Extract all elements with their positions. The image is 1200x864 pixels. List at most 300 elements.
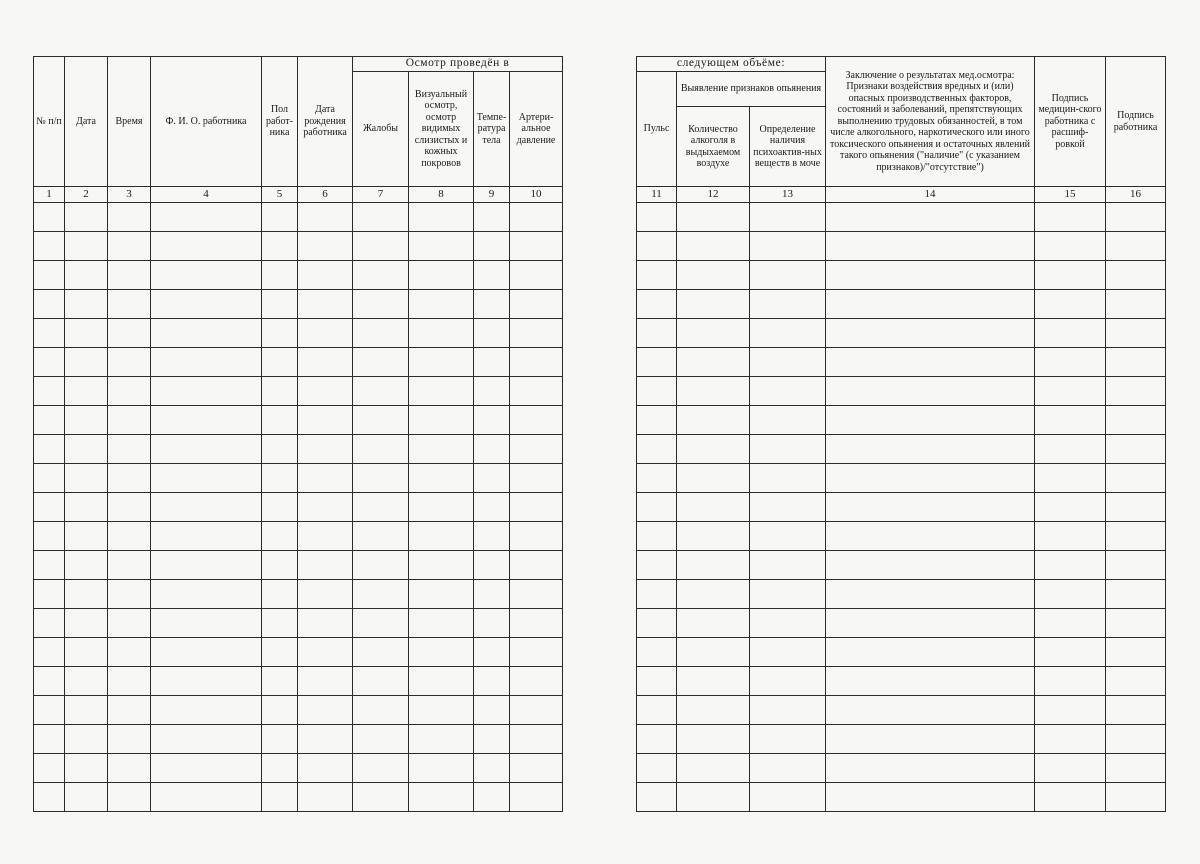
table-cell[interactable] xyxy=(677,261,750,290)
table-cell[interactable] xyxy=(151,696,262,725)
table-cell[interactable] xyxy=(298,783,353,812)
table-cell[interactable] xyxy=(510,232,563,261)
table-cell[interactable] xyxy=(65,667,108,696)
table-cell[interactable] xyxy=(510,783,563,812)
table-cell[interactable] xyxy=(474,232,510,261)
table-cell[interactable] xyxy=(677,725,750,754)
table-cell[interactable] xyxy=(750,406,826,435)
table-cell[interactable] xyxy=(262,638,298,667)
table-cell[interactable] xyxy=(826,348,1035,377)
table-cell[interactable] xyxy=(826,493,1035,522)
table-cell[interactable] xyxy=(108,290,151,319)
table-cell[interactable] xyxy=(151,783,262,812)
table-cell[interactable] xyxy=(510,348,563,377)
table-cell[interactable] xyxy=(409,203,474,232)
table-cell[interactable] xyxy=(1106,406,1166,435)
table-cell[interactable] xyxy=(34,319,65,348)
table-cell[interactable] xyxy=(34,667,65,696)
table-cell[interactable] xyxy=(151,493,262,522)
table-cell[interactable] xyxy=(65,464,108,493)
table-cell[interactable] xyxy=(108,522,151,551)
table-cell[interactable] xyxy=(1106,319,1166,348)
table-cell[interactable] xyxy=(1106,377,1166,406)
table-cell[interactable] xyxy=(262,377,298,406)
table-cell[interactable] xyxy=(474,464,510,493)
table-cell[interactable] xyxy=(510,522,563,551)
table-cell[interactable] xyxy=(1106,261,1166,290)
table-cell[interactable] xyxy=(34,783,65,812)
table-cell[interactable] xyxy=(750,290,826,319)
table-cell[interactable] xyxy=(826,377,1035,406)
table-cell[interactable] xyxy=(298,667,353,696)
table-cell[interactable] xyxy=(34,754,65,783)
table-cell[interactable] xyxy=(677,754,750,783)
table-cell[interactable] xyxy=(65,754,108,783)
table-cell[interactable] xyxy=(262,319,298,348)
table-cell[interactable] xyxy=(637,232,677,261)
table-cell[interactable] xyxy=(108,435,151,464)
table-cell[interactable] xyxy=(298,725,353,754)
table-cell[interactable] xyxy=(637,580,677,609)
table-cell[interactable] xyxy=(409,580,474,609)
table-cell[interactable] xyxy=(750,522,826,551)
table-cell[interactable] xyxy=(677,290,750,319)
table-cell[interactable] xyxy=(65,696,108,725)
table-cell[interactable] xyxy=(34,435,65,464)
table-cell[interactable] xyxy=(353,232,409,261)
table-cell[interactable] xyxy=(677,377,750,406)
table-cell[interactable] xyxy=(262,725,298,754)
table-cell[interactable] xyxy=(677,348,750,377)
table-cell[interactable] xyxy=(1106,522,1166,551)
table-cell[interactable] xyxy=(826,696,1035,725)
table-cell[interactable] xyxy=(409,406,474,435)
table-cell[interactable] xyxy=(510,464,563,493)
table-cell[interactable] xyxy=(1106,232,1166,261)
table-cell[interactable] xyxy=(353,754,409,783)
table-cell[interactable] xyxy=(750,696,826,725)
table-cell[interactable] xyxy=(262,667,298,696)
table-cell[interactable] xyxy=(298,319,353,348)
table-cell[interactable] xyxy=(108,232,151,261)
table-cell[interactable] xyxy=(298,580,353,609)
table-cell[interactable] xyxy=(108,754,151,783)
table-cell[interactable] xyxy=(353,377,409,406)
table-cell[interactable] xyxy=(34,348,65,377)
table-cell[interactable] xyxy=(750,493,826,522)
table-cell[interactable] xyxy=(474,667,510,696)
table-cell[interactable] xyxy=(409,783,474,812)
table-cell[interactable] xyxy=(1035,435,1106,464)
table-cell[interactable] xyxy=(826,464,1035,493)
table-cell[interactable] xyxy=(34,696,65,725)
table-cell[interactable] xyxy=(1035,232,1106,261)
table-cell[interactable] xyxy=(409,377,474,406)
table-cell[interactable] xyxy=(510,290,563,319)
table-cell[interactable] xyxy=(298,696,353,725)
table-cell[interactable] xyxy=(677,493,750,522)
table-cell[interactable] xyxy=(34,580,65,609)
table-cell[interactable] xyxy=(353,783,409,812)
table-cell[interactable] xyxy=(474,203,510,232)
table-cell[interactable] xyxy=(151,580,262,609)
table-cell[interactable] xyxy=(151,551,262,580)
table-cell[interactable] xyxy=(298,522,353,551)
table-cell[interactable] xyxy=(1106,667,1166,696)
table-cell[interactable] xyxy=(65,348,108,377)
table-cell[interactable] xyxy=(677,609,750,638)
table-cell[interactable] xyxy=(750,609,826,638)
table-cell[interactable] xyxy=(826,522,1035,551)
table-cell[interactable] xyxy=(474,377,510,406)
table-cell[interactable] xyxy=(510,551,563,580)
table-cell[interactable] xyxy=(1106,348,1166,377)
table-cell[interactable] xyxy=(826,290,1035,319)
table-cell[interactable] xyxy=(108,348,151,377)
table-cell[interactable] xyxy=(108,725,151,754)
table-cell[interactable] xyxy=(34,377,65,406)
table-cell[interactable] xyxy=(151,667,262,696)
table-cell[interactable] xyxy=(409,551,474,580)
table-cell[interactable] xyxy=(298,232,353,261)
table-cell[interactable] xyxy=(108,203,151,232)
table-cell[interactable] xyxy=(1035,754,1106,783)
table-cell[interactable] xyxy=(353,609,409,638)
table-cell[interactable] xyxy=(409,696,474,725)
table-cell[interactable] xyxy=(677,464,750,493)
table-cell[interactable] xyxy=(750,551,826,580)
table-cell[interactable] xyxy=(637,754,677,783)
table-cell[interactable] xyxy=(409,522,474,551)
table-cell[interactable] xyxy=(65,261,108,290)
table-cell[interactable] xyxy=(1035,783,1106,812)
table-cell[interactable] xyxy=(474,783,510,812)
table-cell[interactable] xyxy=(637,493,677,522)
table-cell[interactable] xyxy=(353,464,409,493)
table-cell[interactable] xyxy=(298,261,353,290)
table-cell[interactable] xyxy=(1035,348,1106,377)
table-cell[interactable] xyxy=(34,406,65,435)
table-cell[interactable] xyxy=(637,435,677,464)
table-cell[interactable] xyxy=(750,667,826,696)
table-cell[interactable] xyxy=(65,493,108,522)
table-cell[interactable] xyxy=(108,667,151,696)
table-cell[interactable] xyxy=(298,638,353,667)
table-cell[interactable] xyxy=(409,319,474,348)
table-cell[interactable] xyxy=(353,435,409,464)
table-cell[interactable] xyxy=(1035,551,1106,580)
table-cell[interactable] xyxy=(750,377,826,406)
table-cell[interactable] xyxy=(637,522,677,551)
table-cell[interactable] xyxy=(826,551,1035,580)
table-cell[interactable] xyxy=(637,348,677,377)
table-cell[interactable] xyxy=(262,203,298,232)
table-cell[interactable] xyxy=(1106,551,1166,580)
table-cell[interactable] xyxy=(1106,290,1166,319)
table-cell[interactable] xyxy=(34,493,65,522)
table-cell[interactable] xyxy=(298,464,353,493)
table-cell[interactable] xyxy=(409,290,474,319)
table-cell[interactable] xyxy=(65,232,108,261)
table-cell[interactable] xyxy=(1106,754,1166,783)
table-cell[interactable] xyxy=(65,551,108,580)
table-cell[interactable] xyxy=(108,377,151,406)
table-cell[interactable] xyxy=(409,754,474,783)
table-cell[interactable] xyxy=(510,725,563,754)
table-cell[interactable] xyxy=(1106,783,1166,812)
table-cell[interactable] xyxy=(34,290,65,319)
table-cell[interactable] xyxy=(637,377,677,406)
table-cell[interactable] xyxy=(750,783,826,812)
table-cell[interactable] xyxy=(298,493,353,522)
table-cell[interactable] xyxy=(262,232,298,261)
table-cell[interactable] xyxy=(34,203,65,232)
table-cell[interactable] xyxy=(353,638,409,667)
table-cell[interactable] xyxy=(677,696,750,725)
table-cell[interactable] xyxy=(826,232,1035,261)
table-cell[interactable] xyxy=(826,754,1035,783)
table-cell[interactable] xyxy=(262,696,298,725)
table-cell[interactable] xyxy=(409,435,474,464)
table-cell[interactable] xyxy=(151,522,262,551)
table-cell[interactable] xyxy=(151,638,262,667)
table-cell[interactable] xyxy=(65,725,108,754)
table-cell[interactable] xyxy=(677,203,750,232)
table-cell[interactable] xyxy=(34,261,65,290)
table-cell[interactable] xyxy=(409,609,474,638)
table-cell[interactable] xyxy=(474,290,510,319)
table-cell[interactable] xyxy=(108,406,151,435)
table-cell[interactable] xyxy=(151,232,262,261)
table-cell[interactable] xyxy=(262,464,298,493)
table-cell[interactable] xyxy=(353,696,409,725)
table-cell[interactable] xyxy=(1106,609,1166,638)
table-cell[interactable] xyxy=(298,377,353,406)
table-cell[interactable] xyxy=(262,261,298,290)
table-cell[interactable] xyxy=(826,783,1035,812)
table-cell[interactable] xyxy=(637,319,677,348)
table-cell[interactable] xyxy=(353,203,409,232)
table-cell[interactable] xyxy=(108,609,151,638)
table-cell[interactable] xyxy=(108,783,151,812)
table-cell[interactable] xyxy=(298,290,353,319)
table-cell[interactable] xyxy=(474,435,510,464)
table-cell[interactable] xyxy=(151,290,262,319)
table-cell[interactable] xyxy=(409,261,474,290)
table-cell[interactable] xyxy=(262,290,298,319)
table-cell[interactable] xyxy=(1106,580,1166,609)
table-cell[interactable] xyxy=(474,522,510,551)
table-cell[interactable] xyxy=(1035,522,1106,551)
table-cell[interactable] xyxy=(637,261,677,290)
table-cell[interactable] xyxy=(1035,406,1106,435)
table-cell[interactable] xyxy=(474,609,510,638)
table-cell[interactable] xyxy=(510,609,563,638)
table-cell[interactable] xyxy=(65,609,108,638)
table-cell[interactable] xyxy=(510,261,563,290)
table-cell[interactable] xyxy=(65,783,108,812)
table-cell[interactable] xyxy=(1035,493,1106,522)
table-cell[interactable] xyxy=(510,406,563,435)
table-cell[interactable] xyxy=(826,667,1035,696)
table-cell[interactable] xyxy=(151,203,262,232)
table-cell[interactable] xyxy=(474,551,510,580)
table-cell[interactable] xyxy=(298,203,353,232)
table-cell[interactable] xyxy=(826,638,1035,667)
table-cell[interactable] xyxy=(510,203,563,232)
table-cell[interactable] xyxy=(151,261,262,290)
table-cell[interactable] xyxy=(677,638,750,667)
table-cell[interactable] xyxy=(108,319,151,348)
table-cell[interactable] xyxy=(262,435,298,464)
table-cell[interactable] xyxy=(1035,696,1106,725)
table-cell[interactable] xyxy=(262,609,298,638)
table-cell[interactable] xyxy=(298,609,353,638)
table-cell[interactable] xyxy=(262,406,298,435)
table-cell[interactable] xyxy=(1035,203,1106,232)
table-cell[interactable] xyxy=(34,464,65,493)
table-cell[interactable] xyxy=(826,725,1035,754)
table-cell[interactable] xyxy=(409,725,474,754)
table-cell[interactable] xyxy=(151,377,262,406)
table-cell[interactable] xyxy=(262,580,298,609)
table-cell[interactable] xyxy=(677,319,750,348)
table-cell[interactable] xyxy=(1035,377,1106,406)
table-cell[interactable] xyxy=(750,348,826,377)
table-cell[interactable] xyxy=(409,667,474,696)
table-cell[interactable] xyxy=(474,725,510,754)
table-cell[interactable] xyxy=(65,522,108,551)
table-cell[interactable] xyxy=(1106,203,1166,232)
table-cell[interactable] xyxy=(409,464,474,493)
table-cell[interactable] xyxy=(65,638,108,667)
table-cell[interactable] xyxy=(510,754,563,783)
table-cell[interactable] xyxy=(750,435,826,464)
table-cell[interactable] xyxy=(34,725,65,754)
table-cell[interactable] xyxy=(353,406,409,435)
table-cell[interactable] xyxy=(298,754,353,783)
table-cell[interactable] xyxy=(510,638,563,667)
table-cell[interactable] xyxy=(409,638,474,667)
table-cell[interactable] xyxy=(677,522,750,551)
table-cell[interactable] xyxy=(34,609,65,638)
table-cell[interactable] xyxy=(474,580,510,609)
table-cell[interactable] xyxy=(750,725,826,754)
table-cell[interactable] xyxy=(108,464,151,493)
table-cell[interactable] xyxy=(826,203,1035,232)
table-cell[interactable] xyxy=(151,319,262,348)
table-cell[interactable] xyxy=(750,232,826,261)
table-cell[interactable] xyxy=(65,580,108,609)
table-cell[interactable] xyxy=(151,406,262,435)
table-cell[interactable] xyxy=(262,754,298,783)
table-cell[interactable] xyxy=(677,783,750,812)
table-cell[interactable] xyxy=(637,638,677,667)
table-cell[interactable] xyxy=(353,290,409,319)
table-cell[interactable] xyxy=(34,522,65,551)
table-cell[interactable] xyxy=(108,551,151,580)
table-cell[interactable] xyxy=(353,551,409,580)
table-cell[interactable] xyxy=(474,493,510,522)
table-cell[interactable] xyxy=(151,464,262,493)
table-cell[interactable] xyxy=(262,551,298,580)
table-cell[interactable] xyxy=(637,203,677,232)
table-cell[interactable] xyxy=(65,406,108,435)
table-cell[interactable] xyxy=(474,261,510,290)
table-cell[interactable] xyxy=(474,348,510,377)
table-cell[interactable] xyxy=(750,580,826,609)
table-cell[interactable] xyxy=(677,232,750,261)
table-cell[interactable] xyxy=(1035,319,1106,348)
table-cell[interactable] xyxy=(1035,580,1106,609)
table-cell[interactable] xyxy=(108,493,151,522)
table-cell[interactable] xyxy=(1106,435,1166,464)
table-cell[interactable] xyxy=(510,580,563,609)
table-cell[interactable] xyxy=(750,261,826,290)
table-cell[interactable] xyxy=(1035,609,1106,638)
table-cell[interactable] xyxy=(510,696,563,725)
table-cell[interactable] xyxy=(151,754,262,783)
table-cell[interactable] xyxy=(750,319,826,348)
table-cell[interactable] xyxy=(262,783,298,812)
table-cell[interactable] xyxy=(826,580,1035,609)
table-cell[interactable] xyxy=(353,725,409,754)
table-cell[interactable] xyxy=(1035,725,1106,754)
table-cell[interactable] xyxy=(409,232,474,261)
table-cell[interactable] xyxy=(108,580,151,609)
table-cell[interactable] xyxy=(1106,638,1166,667)
table-cell[interactable] xyxy=(637,667,677,696)
table-cell[interactable] xyxy=(474,754,510,783)
table-cell[interactable] xyxy=(298,551,353,580)
table-cell[interactable] xyxy=(34,232,65,261)
table-cell[interactable] xyxy=(353,580,409,609)
table-cell[interactable] xyxy=(474,406,510,435)
table-cell[interactable] xyxy=(409,493,474,522)
table-cell[interactable] xyxy=(151,348,262,377)
table-cell[interactable] xyxy=(677,551,750,580)
table-cell[interactable] xyxy=(1106,696,1166,725)
table-cell[interactable] xyxy=(262,348,298,377)
table-cell[interactable] xyxy=(65,319,108,348)
table-cell[interactable] xyxy=(34,638,65,667)
table-cell[interactable] xyxy=(1035,638,1106,667)
table-cell[interactable] xyxy=(1106,464,1166,493)
table-cell[interactable] xyxy=(637,725,677,754)
table-cell[interactable] xyxy=(1035,261,1106,290)
table-cell[interactable] xyxy=(34,551,65,580)
table-cell[interactable] xyxy=(510,493,563,522)
table-cell[interactable] xyxy=(637,551,677,580)
table-cell[interactable] xyxy=(353,261,409,290)
table-cell[interactable] xyxy=(151,725,262,754)
table-cell[interactable] xyxy=(750,203,826,232)
table-cell[interactable] xyxy=(677,435,750,464)
table-cell[interactable] xyxy=(677,406,750,435)
table-cell[interactable] xyxy=(677,667,750,696)
table-cell[interactable] xyxy=(65,290,108,319)
table-cell[interactable] xyxy=(1106,725,1166,754)
table-cell[interactable] xyxy=(750,754,826,783)
table-cell[interactable] xyxy=(637,783,677,812)
table-cell[interactable] xyxy=(353,493,409,522)
table-cell[interactable] xyxy=(510,667,563,696)
table-cell[interactable] xyxy=(510,319,563,348)
table-cell[interactable] xyxy=(637,696,677,725)
table-cell[interactable] xyxy=(262,493,298,522)
table-cell[interactable] xyxy=(474,319,510,348)
table-cell[interactable] xyxy=(108,696,151,725)
